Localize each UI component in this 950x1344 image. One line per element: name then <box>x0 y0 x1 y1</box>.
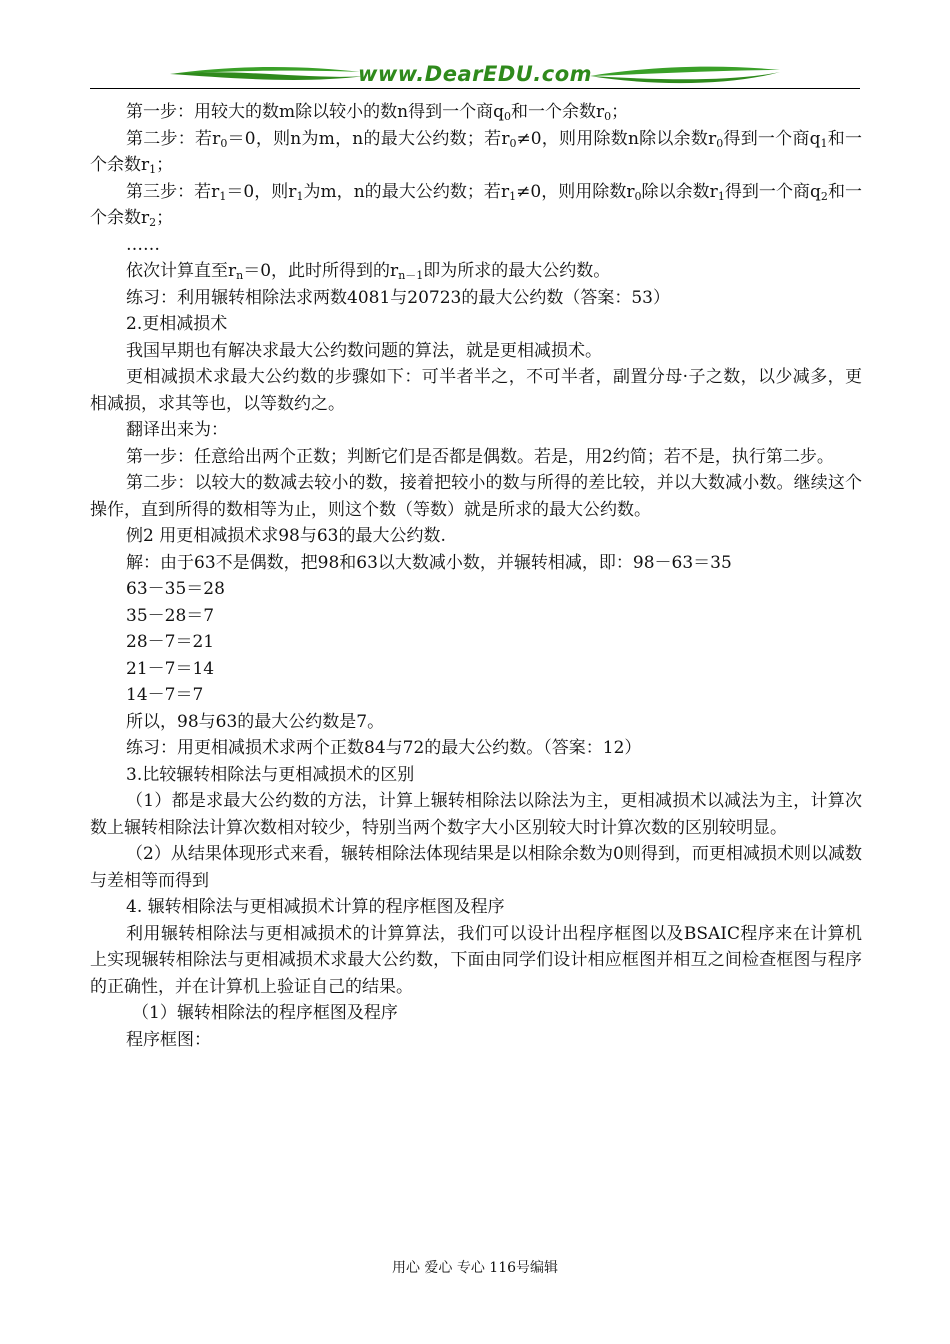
paragraph <box>90 523 862 550</box>
paragraph <box>90 709 862 736</box>
subscript: 2 <box>820 189 828 203</box>
text-run: 21－7＝14 <box>126 658 215 679</box>
text-run: 4. 辗转相除法与更相减损术计算的程序框图及程序 <box>126 897 505 917</box>
text-run: 得到一个商q <box>724 181 821 202</box>
paragraph <box>90 921 862 1001</box>
text-run: ； <box>156 155 174 175</box>
subscript: 0 <box>220 136 228 150</box>
paragraph <box>90 1000 862 1027</box>
text-run: 第二步：以较大的数减去较小的数，接着把较小的数与所得的差比较，并以大数减小数。继续这个操作，直到所得的数相等为止，则这个数（等数）就是所求的最大公约数。 <box>90 473 862 520</box>
paragraph <box>90 364 862 417</box>
text-run: ＝0，则r <box>226 181 297 202</box>
paragraph <box>90 285 862 312</box>
site-logo-banner <box>90 58 860 92</box>
paragraph <box>90 762 862 789</box>
subscript: 1 <box>717 189 725 203</box>
text-run: …… <box>126 234 160 255</box>
text-run: 3.比较辗转相除法与更相减损术的区别 <box>126 764 415 785</box>
text-run: （2）从结果体现形式来看，辗转相除法体现结果是以相除余数为0则得到，而更相减损术则以减数与差相等而得到 <box>90 844 862 891</box>
paragraph <box>90 258 862 285</box>
paragraph <box>90 576 862 603</box>
text-run: ＝0，此时所得到的r <box>243 261 399 281</box>
subscript: 0 <box>634 189 642 203</box>
text-run: 63－35＝28 <box>126 579 225 599</box>
logo-text: www.DearEDU.com <box>357 62 593 86</box>
text-run: 第三步：若r <box>126 181 220 202</box>
header-rule <box>90 88 860 89</box>
text-run: 14－7＝7 <box>126 685 204 705</box>
text-run: 依次计算直至r <box>126 261 237 281</box>
paragraph <box>90 550 862 577</box>
text-run: 翻译出来为： <box>126 420 228 440</box>
text-run: ≠0，则用除数n除以余数r <box>516 128 717 149</box>
text-run: 第一步：任意给出两个正数；判断它们是否都是偶数。若是，用2约简；若不是，执行第二步。 <box>126 446 834 467</box>
text-run: 除以余数r <box>641 181 718 202</box>
paragraph <box>90 99 862 126</box>
text-run: 和一个余数r <box>90 181 862 228</box>
paragraph <box>90 444 862 471</box>
text-run: 练习：利用辗转相除法求两数4081与20723的最大公约数（答案：53） <box>126 287 670 308</box>
paragraph <box>90 311 862 338</box>
paragraph <box>90 603 862 630</box>
paragraph <box>90 656 862 683</box>
paragraph <box>90 417 862 444</box>
text-run: 第二步：若r <box>126 128 221 149</box>
subscript: 0 <box>503 110 511 123</box>
subscript: 1 <box>149 163 157 176</box>
paragraph <box>90 338 862 365</box>
text-run: ＝0，则n为m，n的最大公约数；若r <box>227 128 510 149</box>
paragraph <box>90 1027 862 1054</box>
text-run: 为m，n的最大公约数；若r <box>303 181 510 202</box>
paragraph <box>90 179 862 232</box>
text-run: 利用辗转相除法与更相减损术的计算算法，我们可以设计出程序框图以及BSAIC程序来在计算机上实现辗转相除法与更相减损术求最大公约数，下面由同学们设计相应框图并相互之间检查框图与程序的正确性，并在计算机上验证自己的结果。 <box>90 923 862 997</box>
paragraph <box>90 232 862 259</box>
text-run: 解：由于63不是偶数，把98和63以大数减小数，并辗转相减，即：98－63＝35 <box>126 552 732 573</box>
text-run: ≠0，则用除数r <box>516 181 635 202</box>
text-run: 所以，98与63的最大公约数是7。 <box>126 711 385 732</box>
page-footer: 用心 爱心 专心 116号编辑 <box>391 1260 559 1276</box>
subscript: 0 <box>716 136 724 150</box>
text-run: 例2 用更相减损术求98与63的最大公约数. <box>126 526 446 546</box>
text-run: 35－28＝7 <box>126 605 215 626</box>
text-run: 更相减损术求最大公约数的步骤如下：可半者半之，不可半者，副置分母·子之数，以少减多，更相减损，求其等也，以等数约之。 <box>90 367 862 414</box>
paragraph <box>90 894 862 921</box>
subscript: 2 <box>149 216 157 229</box>
text-run: ； <box>611 102 629 122</box>
paragraph <box>90 788 862 841</box>
document-body <box>90 99 862 1053</box>
subscript: n <box>236 269 244 282</box>
paragraph <box>90 126 862 179</box>
text-run: ； <box>156 208 174 228</box>
paragraph <box>90 682 862 709</box>
text-run: 和一个余数r <box>90 128 862 175</box>
subscript: 0 <box>604 110 612 123</box>
subscript: n－1 <box>398 269 424 282</box>
subscript: 1 <box>296 189 304 203</box>
subscript: 1 <box>509 189 517 203</box>
text-run: 程序框图： <box>126 1029 211 1050</box>
text-run: （1）都是求最大公约数的方法，计算上辗转相除法以除法为主，更相减损术以减法为主，计算次数上辗转相除法计算次数相对较少，特别当两个数字大小区别较大时计算次数的区别较明显。 <box>90 791 862 838</box>
paragraph <box>90 470 862 523</box>
subscript: 0 <box>509 136 517 150</box>
text-run: 即为所求的最大公约数。 <box>423 261 611 281</box>
text-run: （1）辗转相除法的程序框图及程序 <box>132 1003 398 1023</box>
text-run: 第一步：用较大的数m除以较小的数n得到一个商q <box>126 102 504 122</box>
text-run: 2.更相减损术 <box>126 314 228 334</box>
text-run: 练习：用更相减损术求两个正数84与72的最大公约数。（答案：12） <box>126 738 642 758</box>
subscript: 1 <box>219 189 227 203</box>
text-run: 我国早期也有解决求最大公约数问题的算法，就是更相减损术。 <box>126 340 602 361</box>
paragraph <box>90 841 862 894</box>
paragraph <box>90 629 862 656</box>
text-run: 28－7＝21 <box>126 632 215 652</box>
paragraph <box>90 735 862 762</box>
text-run: 得到一个商q <box>723 128 821 149</box>
subscript: 1 <box>820 136 828 150</box>
text-run: 和一个余数r <box>510 102 605 122</box>
